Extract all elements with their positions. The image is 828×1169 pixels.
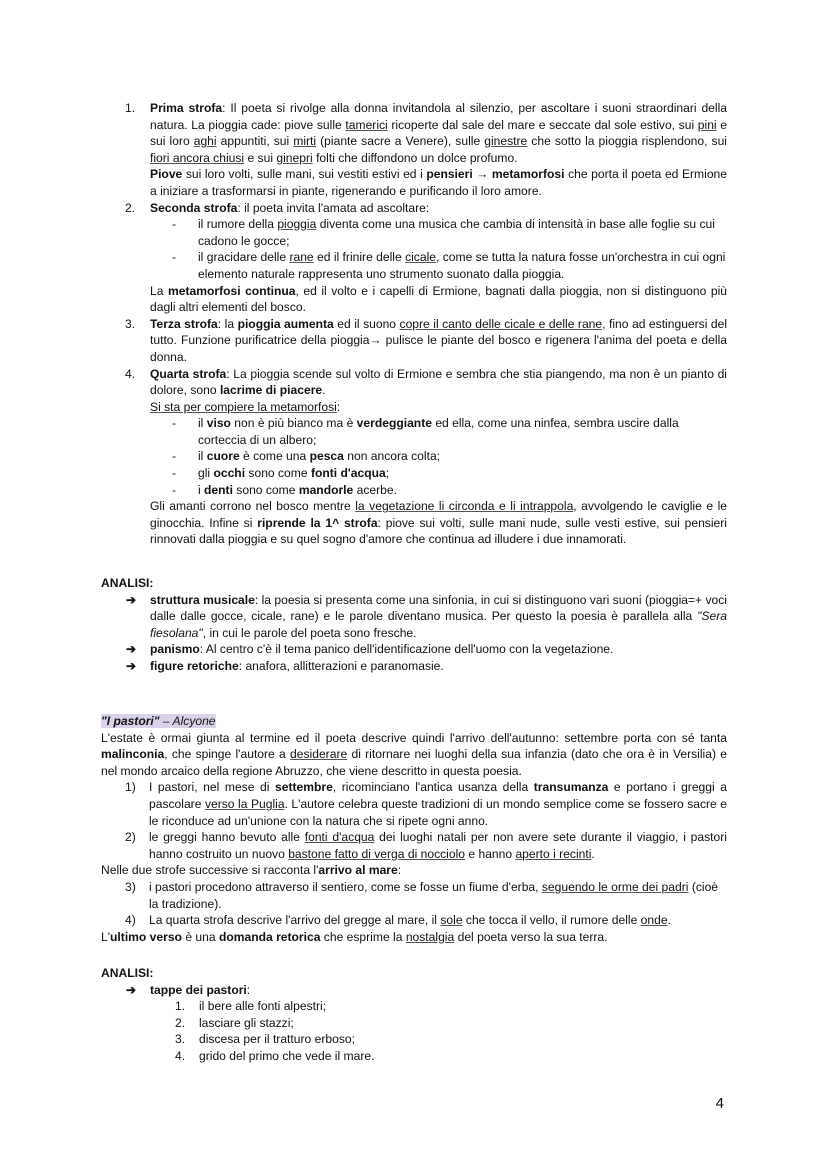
list-item: 1. il bere alle fonti alpestri; bbox=[175, 999, 327, 1014]
item-paragraph: Gli amanti corrono nel bosco mentre la vegetazione li circonda e li intrappola, avvolgendo le caviglie e le ginocchia. Infine si riprende la 1^ strofa: piove sui volti, sulle mani nude, sulle vesti estive, sui pensieri rinnovati dalla pioggia e su quel sogno d'amore che continua ad illudere i due innamorati. bbox=[150, 499, 727, 547]
item-number: 3. bbox=[125, 316, 136, 331]
section-end: L'ultimo verso è una domanda retorica che esprime la nostalgia del poeta verso la sua terra. bbox=[101, 929, 608, 944]
item-number: 4. bbox=[125, 366, 136, 381]
item-paragraph: La metamorfosi continua, ed il volto e i capelli di Ermione, bagnati dalla pioggia, non si distinguono più dagli altri elementi del bosco. bbox=[150, 283, 728, 315]
arrow-item: ➔ figure retoriche: anafora, allitterazioni e paranomasie. bbox=[126, 658, 444, 673]
item-text: Prima strofa: Il poeta si rivolge alla donna invitandola al silenzio, per ascoltare i suoni straordinari della natura. La pioggia cade: piove sulle tamerici ricoperte dal sale del mare e seccate dal sole estivo, sui pini e sui loro aghi appuntiti, sui mirti (piante sacre a Venere), sulle ginestre che sotto la pioggia risplendono, sui fiori ancora chiusi e sui ginepri folti che diffondono un dolce profumo. bbox=[150, 101, 728, 165]
item-text: Seconda strofa: il poeta invita l'amata ad ascoltare: bbox=[150, 200, 430, 215]
list-item: 3) i pastori procedono attraverso il sentiero, come se fosse un fiume d'erba, seguendo le orme dei padri (cioè la tradizione). bbox=[125, 879, 719, 911]
analisi-heading: ANALISI: bbox=[101, 576, 154, 590]
item-text: Quarta strofa: La pioggia scende sul volto di Ermione e sembra che stia piangendo, ma non è un pianto di dolore, sono lacrime di piacere. bbox=[150, 366, 727, 398]
section-intro: L'estate è ormai giunta al termine ed il poeta descrive quindi l'arrivo dell'autunno: settembre porta con sé tanta malinconia, che spinge l'autore a desiderare di ritornare nei luoghi della sua infanzia (dato che ora è in Versilia) e nel mondo arcaico della regione Abruzzo, che viene descritto in questa poesia. bbox=[101, 730, 727, 778]
tappe-list bbox=[101, 998, 727, 1064]
item-number: 1. bbox=[125, 101, 136, 115]
list-item: 2) le greggi hanno bevuto alle fonti d'acqua dei luoghi natali per non avere sete durante il viaggio, i pastori hanno costruito un nuovo bastone fatto di verga di nocciolo e hanno aperto i recinti. bbox=[125, 830, 727, 861]
dash-marker: - bbox=[172, 416, 177, 431]
dash-marker: - bbox=[172, 250, 177, 265]
item-number: 2. bbox=[125, 200, 136, 215]
dash-item: - il cuore è come una pesca non ancora colta; bbox=[172, 449, 441, 464]
arrow-icon: ➔ bbox=[126, 658, 137, 673]
item-paragraph: Piove sui loro volti, sulle mani, sui vestiti estivi ed i pensieri → metamorfosi che porta il poeta ed Ermione a iniziare a trasformarsi in piante, rigenerando e purificando il loro amore. bbox=[150, 167, 727, 198]
section-title: "I pastori" – Alcyone bbox=[101, 714, 216, 728]
item-number: 2) bbox=[125, 830, 136, 845]
strofe-list bbox=[125, 100, 727, 548]
list-item bbox=[125, 200, 727, 316]
list-item: 4) La quarta strofa descrive l'arrivo del gregge al mare, il sole che tocca il vello, il rumore delle onde. bbox=[125, 913, 671, 928]
arrow-icon: ➔ bbox=[126, 642, 137, 657]
arrow-icon: ➔ bbox=[126, 592, 137, 607]
item-number: 2. bbox=[175, 1015, 186, 1030]
list-item: 3. discesa per il tratturo erboso; bbox=[175, 1032, 355, 1047]
list-item bbox=[125, 316, 727, 366]
item-number: 3) bbox=[125, 879, 136, 894]
dash-marker: - bbox=[172, 466, 177, 481]
list-item: 4. grido del primo che vede il mare. bbox=[175, 1048, 375, 1063]
arrow-icon: ➔ bbox=[126, 982, 137, 997]
dash-item: - i denti sono come mandorle acerbe. bbox=[172, 482, 397, 497]
dash-item: - il gracidare delle rane ed il frinire delle cicale, come se tutta la natura fosse un'orchestra in cui ogni elemento naturale rappresenta uno strumento suonato dalla pioggia. bbox=[172, 250, 726, 281]
section-mid: Nelle due strofe successive si racconta l'arrivo al mare: bbox=[101, 863, 402, 878]
item-number: 1) bbox=[125, 780, 136, 795]
item-number: 4) bbox=[125, 913, 136, 928]
list-item bbox=[125, 366, 727, 549]
dash-marker: - bbox=[172, 482, 177, 497]
page-number: 4 bbox=[715, 1095, 724, 1112]
item-text: Terza strofa: la pioggia aumenta ed il suono copre il canto delle cicale e delle rane, fino ad estinguersi del tutto. Funzione purificatrice della pioggia→ pulisce le piante del bosco e rigenera l'anima del poeta e della donna. bbox=[150, 316, 728, 364]
dash-item: - il rumore della pioggia diventa come una musica che cambia di intensità in base alle foglie su cui cadono le gocce; bbox=[172, 217, 715, 248]
item-subheading: Si sta per compiere la metamorfosi: bbox=[150, 399, 341, 414]
pastori-section bbox=[101, 713, 727, 945]
list-item bbox=[125, 100, 727, 200]
arrow-item: ➔ tappe dei pastori: bbox=[126, 982, 251, 997]
list-item: 2. lasciare gli stazzi; bbox=[175, 1015, 294, 1030]
dash-item: - il viso non è più bianco ma è verdeggiante ed ella, come una ninfea, sembra uscire dalla corteccia di un albero; bbox=[172, 416, 679, 447]
item-number: 3. bbox=[175, 1032, 186, 1047]
item-number: 4. bbox=[175, 1048, 186, 1063]
arrow-item: ➔ struttura musicale: la poesia si presenta come una sinfonia, in cui si distinguono vari suoni (pioggia=+ voci dalle dalle gocce, cicale, rane) e le parole diventano musica. Per questo la poesia è parallela alla "Sera fiesolana", in cui le parole del poeta sono fresche. bbox=[126, 592, 727, 640]
dash-marker: - bbox=[172, 449, 177, 464]
dash-marker: - bbox=[172, 217, 177, 232]
analisi-heading: ANALISI: bbox=[101, 966, 154, 980]
item-number: 1. bbox=[175, 999, 186, 1014]
list-item: 1) I pastori, nel mese di settembre, ricominciano l'antica usanza della transumanza e portano i greggi a pascolare verso la Puglia. L'autore celebra queste tradizioni di un mondo semplice come se fossero sacre e le riconduce ad un'unione con la natura che si ripete ogni anno. bbox=[125, 780, 727, 828]
arrow-item: ➔ panismo: Al centro c'è il tema panico dell'identificazione dell'uomo con la vegetazione. bbox=[126, 642, 614, 657]
dash-item: - gli occhi sono come fonti d'acqua; bbox=[172, 466, 390, 481]
analisi-section-1 bbox=[101, 575, 727, 675]
analisi-section-2 bbox=[101, 965, 727, 1065]
